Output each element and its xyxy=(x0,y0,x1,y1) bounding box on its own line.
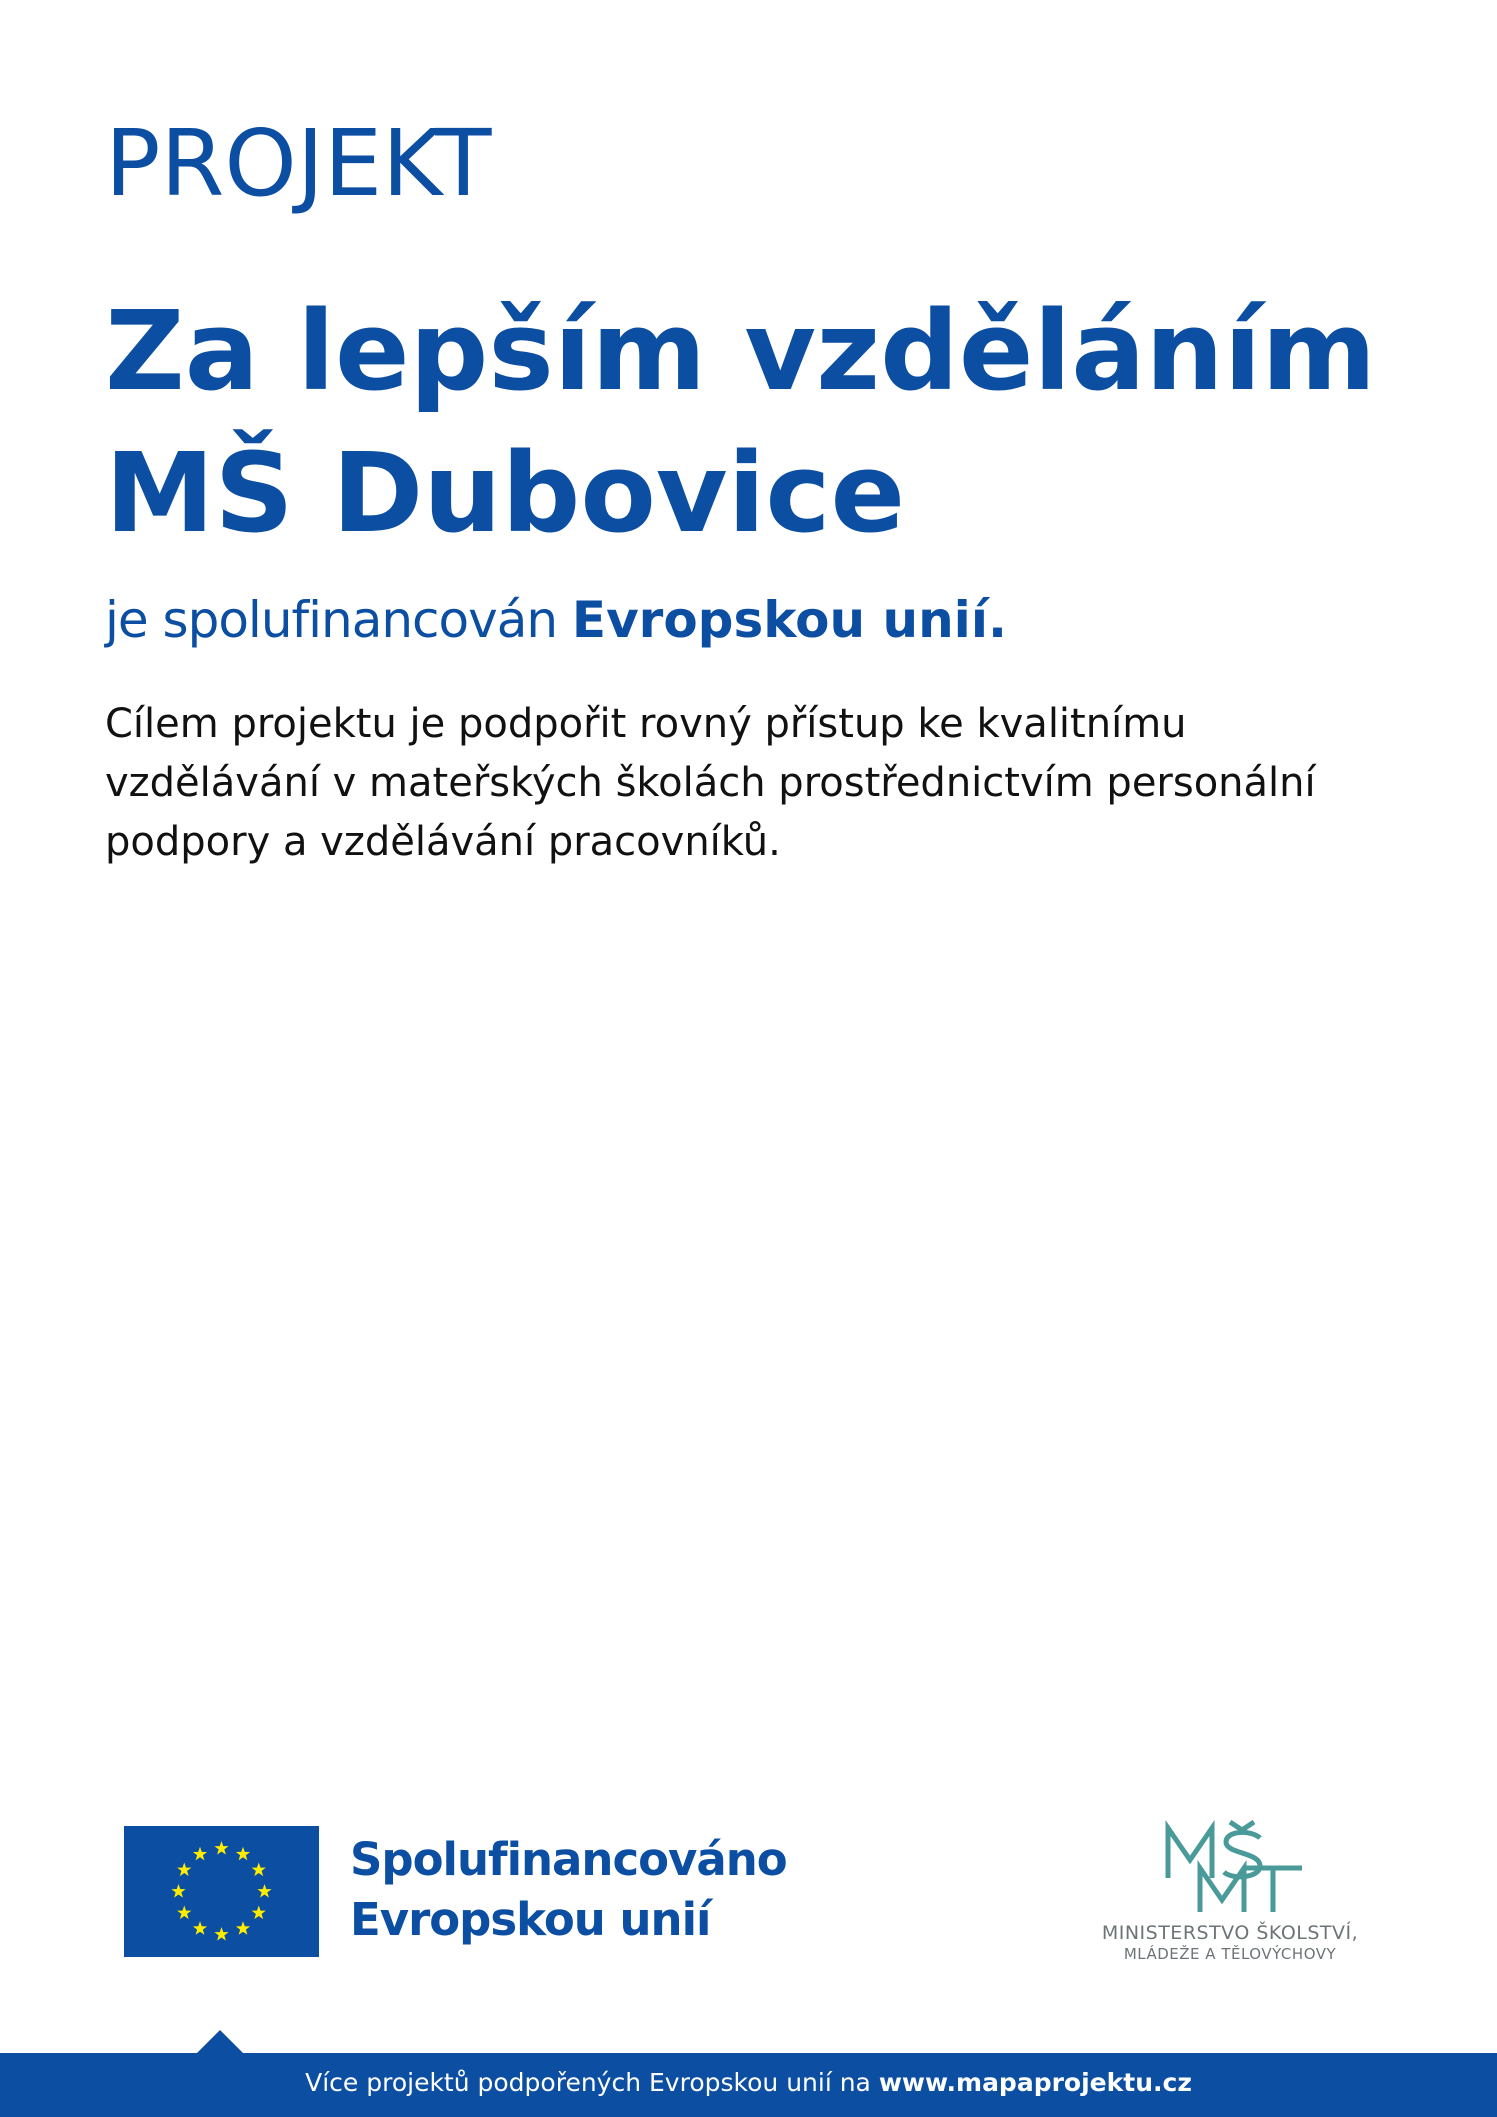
eu-star-icon xyxy=(257,1884,271,1898)
msmt-logo xyxy=(1080,1820,1380,1970)
eu-cofinanced-logo-text xyxy=(350,1830,787,1950)
eu-star-icon xyxy=(171,1884,185,1898)
footer-text: Více projektů podpořených Evropskou unií na xyxy=(305,2068,879,2097)
project-title xyxy=(105,280,1405,564)
eu-star-icon xyxy=(252,1863,266,1877)
eu-star-icon xyxy=(177,1863,191,1877)
cofinanced-bold: Evropskou unií. xyxy=(571,591,1007,649)
description-line-2: vzdělávání v mateřských školách prostřednictvím personální xyxy=(105,760,1316,806)
project-description xyxy=(105,695,1435,872)
eu-text-line-2: Evropskou unií xyxy=(350,1893,711,1946)
project-title-line-1: Za lepším vzděláním xyxy=(105,287,1377,415)
eu-star-icon xyxy=(214,1841,228,1855)
cofinanced-prefix: je spolufinancován xyxy=(105,591,572,649)
eu-star-icon xyxy=(214,1927,228,1941)
eu-star-icon xyxy=(193,1847,207,1861)
eu-flag-icon xyxy=(124,1826,319,1957)
cofinanced-statement xyxy=(105,590,1007,650)
project-title-line-2: MŠ Dubovice xyxy=(105,429,906,557)
eu-text-line-1: Spolufinancováno xyxy=(350,1833,787,1886)
eu-star-icon xyxy=(252,1906,266,1920)
description-line-1: Cílem projektu je podpořit rovný přístup ke kvalitnímu xyxy=(105,701,1187,747)
description-line-3: podpory a vzdělávání pracovníků. xyxy=(105,819,781,865)
msmt-text-line-1: MINISTERSTVO ŠKOLSTVÍ, xyxy=(1101,1922,1359,1944)
footer-bar xyxy=(0,2053,1497,2117)
footer-link[interactable]: www.mapaprojektu.cz xyxy=(878,2068,1192,2097)
eu-star-icon xyxy=(236,1921,250,1935)
msmt-text-line-2: MLÁDEŽE A TĚLOVÝCHOVY xyxy=(1123,1945,1337,1963)
eu-stars xyxy=(124,1826,319,1957)
footer-notch xyxy=(196,2030,244,2054)
eu-star-icon xyxy=(236,1847,250,1861)
eu-star-icon xyxy=(193,1921,207,1935)
projekt-label: PROJEKT xyxy=(105,110,492,217)
msmt-logo-icon xyxy=(1160,1820,1310,1915)
eu-star-icon xyxy=(177,1906,191,1920)
